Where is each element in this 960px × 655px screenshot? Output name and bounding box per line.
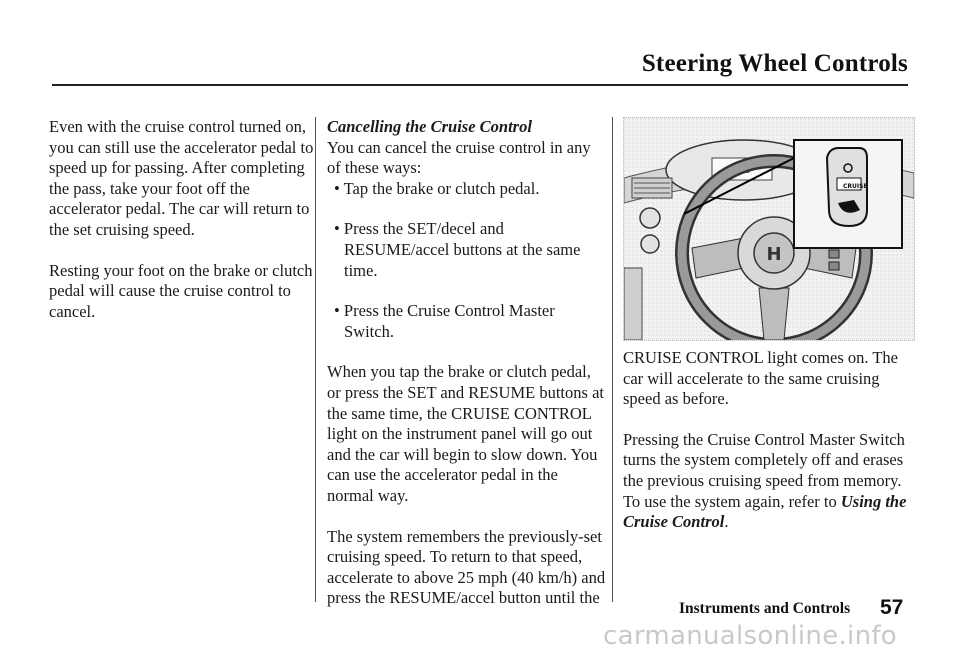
middle-intro: You can cancel the cruise control in any of these ways:: [327, 137, 591, 178]
bullet-text-2: Press the SET/decel and RESUME/accel buttons at the same time.: [343, 219, 581, 280]
middle-column: [327, 117, 607, 629]
column-divider-left: [315, 117, 316, 602]
page-title: Steering Wheel Controls: [641, 50, 908, 77]
bullet-text-3: Press the Cruise Control Master Switch.: [343, 301, 555, 341]
bullet-text-1: Tap the brake or clutch pedal.: [343, 178, 540, 198]
left-column: [49, 117, 314, 342]
watermark: carmanualsonline.info: [603, 621, 898, 651]
svg-text:H: H: [766, 244, 782, 265]
left-paragraph-1: Even with the cruise control turned on, you can still use the accelerator pedal to speed up for passing. After completing the pass, take your foot off the accelerator pedal. The car will return to the set cruising speed.: [49, 117, 314, 239]
steering-wheel-figure: [623, 117, 915, 341]
footer-section-title: Instruments and Controls: [679, 600, 851, 617]
page-number: 57: [880, 596, 904, 619]
bullet-item-1: • Tap the brake or clutch pedal.: [334, 178, 540, 198]
bullet-item-2: • Press the SET/decel and RESUME/accel buttons at the same time.: [334, 219, 581, 280]
left-paragraph-2: Resting your foot on the brake or clutch pedal will cause the cruise control to cancel.: [49, 260, 313, 321]
inset-cruise-label: CRUISE: [843, 183, 868, 190]
bullet-item-3: • Press the Cruise Control Master Switch.: [334, 301, 555, 341]
header-rule: [52, 84, 908, 86]
middle-paragraph-2: The system remembers the previously-set cruising speed. To return to that speed, accelerate to above 25 mph (40 km/h) and press the RESUME/accel button until the: [327, 526, 606, 608]
right-paragraph-2-text: Pressing the Cruise Control Master Switch turns the system completely off and erases the previous cruising speed from memory. To use the system again, refer to: [623, 429, 905, 511]
right-paragraph-2: [623, 430, 913, 533]
right-column: [623, 348, 913, 553]
svg-text:888: 888: [733, 166, 751, 176]
steering-wheel-illustration: [624, 118, 914, 340]
right-paragraph-2-end: .: [724, 512, 729, 532]
middle-paragraph-1: When you tap the brake or clutch pedal, or press the SET and RESUME buttons at the same time, the CRUISE CONTROL light on the instrument panel will go out and the car will begin to slow down. You can use the accelerator pedal in the normal way.: [327, 362, 604, 505]
section-subheading: Cancelling the Cruise Control: [327, 117, 532, 136]
column-divider-right: [612, 117, 613, 602]
right-paragraph-1: CRUISE CONTROL light comes on. The car will accelerate to the same cruising speed as before.: [623, 348, 898, 409]
cross-reference-link[interactable]: Using the Cruise Control: [623, 491, 907, 532]
